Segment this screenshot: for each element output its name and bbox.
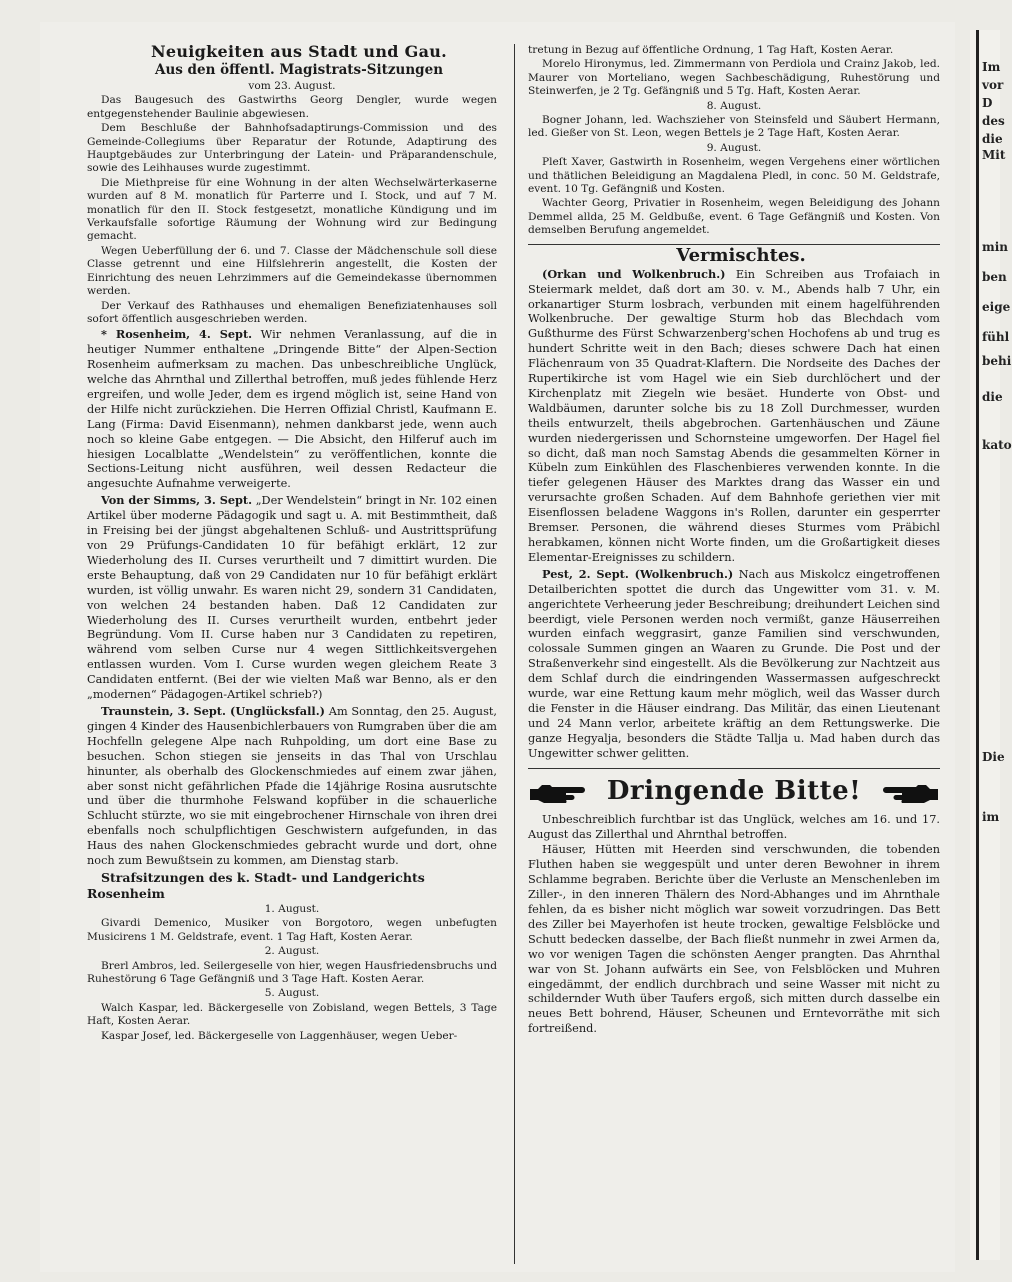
edge-fragment: die	[982, 132, 1003, 146]
left-column	[87, 42, 497, 1044]
article-simms	[87, 493, 497, 703]
article-body: Ein Schreiben aus Trofaiach in Steiermark meldet, daß dort am 30. v. M., Abends halb 7 Uhr, ein orkanartiger Sturm losbrach, verbunden mit einem hagelführenden Wolkenbruche. Der gewaltige Sturm hob das Blechdach vom Gußthurme des Fürst Schwarzenberg'schen Hochofens ab und trug es hundert Schritte weit in den Bach; dieses schwere Dach hat einen Flächenraum von 35 Quadrat-Klaftern. Die Nordseite des Daches der Rupertikirche ist vom Hagel wie ein Sieb durchlöchert und der Kirchenplatz mit Ziegeln wie besäet. Hunderte von Obst- und Waldbäumen, darunter solche bis zu 18 Zoll Durchmesser, wurden theils entwurzelt, theils abgebrochen. Gartenhäuschen und Zäune wurden niedergerissen und Schornsteine umgeworfen. Der Hagel fiel so dicht, daß man noch Samstag Abends die gesammelten Körner in Kübeln zum Einkühlen des Flaschenbieres verwenden konnte. In die tiefer gelegenen Häuser des Marktes drang das Wasser ein und verursachte großen Schaden. Auf dem Bahnhofe geriethen vier mit Eisenflossen beladene Waggons in's Rollen, darunter ein gesperrter Bremser. Personen, die während dieses Sturmes vom Präbichl herabkamen, können nicht Worte finden, um die Großartigkeit dieses Elementar-Ereignisses zu schildern.	[528, 267, 940, 564]
article-traunstein	[87, 704, 497, 869]
date-line: 8. August.	[706, 99, 762, 112]
section-rule	[528, 244, 940, 245]
court-items	[87, 903, 497, 1043]
dateline: Pest, 2. Sept. (Wolkenbruch.)	[542, 566, 734, 581]
dateline: * Rosenheim, 4. Sept.	[101, 327, 253, 342]
edge-fragment: behi	[982, 354, 1012, 368]
edge-fragment: Im	[982, 60, 1001, 74]
edge-fragment: eige	[982, 300, 1011, 314]
page-edge-rule	[976, 30, 979, 1260]
article-storm	[528, 267, 940, 566]
date-line: 1. August.	[264, 902, 320, 915]
court-title: Strafsitzungen des k. Stadt- und Landgerichts Rosenheim	[87, 869, 425, 901]
court-entry: Kaspar Josef, led. Bäckergeselle von Laggenhäuser, wegen Ueber-	[101, 1029, 458, 1042]
appeal-paragraph: Häuser, Hütten mit Heerden sind verschwunden, die tobenden Fluthen haben sie weggespült und unter deren Bewohner in ihrem Schlamme begraben. Berichte über die Verluste an Menschenleben im Ziller-, in den inneren Thälern des Nord-Abhanges und im Ahrnthale fehlen, da es bisher nicht möglich war soweit vorzudringen. Das Bett des Ziller bei Mayerhofen ist heute trocken, gewaltige Felsblöcke und Schutt bedecken dasselbe, der Bach fließt nunmehr in zwei Armen da, wo vor wenigen Tagen die schönsten Aenger prangten. Das Ahrnthal war von St. Johann aufwärts ein See, von Felsblöcken und Muhren eingedämmt, der endlich durchbrach und seine Wasser mit nicht zu schildernder Wuth über Taufers ergoß, sich mitten durch dasselbe ein neues Bett bohrend, Häuser, Scheunen und Erntevorräthe mit sich fortreißend.	[528, 843, 940, 1036]
edge-fragment: die	[982, 390, 1003, 404]
edge-fragment: min	[982, 240, 1008, 254]
court-entry: Bogner Johann, led. Wachszieher von Steinsfeld und Säubert Hermann, led. Gießer von St. Leon, wegen Bettels je 2 Tage Haft, Kosten Aerar.	[528, 114, 940, 140]
court-entry: tretung in Bezug auf öffentliche Ordnung, 1 Tag Haft, Kosten Aerar.	[528, 44, 894, 56]
column-divider	[514, 44, 515, 1264]
paragraph: Dem Beschluße der Bahnhofsadaptirungs-Commission und des Gemeinde-Collegiums über Reparatur der Rotunde, Adaptirung des Hauptgebäudes zur Unterbringung der Latein- und Präparandenschule, sowie des Leihhauses wurde zugestimmt.	[87, 122, 497, 175]
dateline: (Orkan und Wolkenbruch.)	[542, 266, 726, 281]
paragraph: Die Miethpreise für eine Wohnung in der alten Wechselwärterkaserne wurden auf 8 M. monatlich für Parterre und I. Stock, und auf 7 M. monatlich für den II. Stock festgesetzt, monatliche Kündigung und im Verkaufsfalle sofortige Räumung der Wohnung wird zur Bedingung gemacht.	[87, 176, 497, 243]
article-body: Am Sonntag, den 25. August, gingen 4 Kinder des Hausenbichlerbauers von Rumgraben über die am Hochfelln gelegene Alpe nach Ruhpolding, um dort eine Base zu besuchen. Schon stiegen sie jenseits in das Thal von Urschlau hinunter, als oberhalb des Glockenschmiedes auf einem zwar jähen, aber sonst nicht gefährlichen Pfade die 14jährige Rosina ausrutschte und über die thurmhohe Felswand kopfüber in die schauerliche Schlucht stürzte, wo sie mit eingebrochener Hirnschale von ihren drei ebenfalls noch schulpflichtigen Geschwistern aufgefunden, in das Haus des nahen Glockenschmiedes gebracht wurde und dort, ohne noch zum Bewußtsein zu kommen, am Dienstag starb.	[87, 704, 498, 868]
edge-fragment: D	[982, 96, 993, 110]
adjacent-page-edge	[970, 30, 1012, 1260]
section-rule	[528, 768, 940, 769]
appeal-heading	[528, 775, 940, 809]
court-entry: Pleſt Xaver, Gastwirth in Rosenheim, wegen Vergehens einer wörtlichen und thätlichen Beleidigung an Magdalena Pledl, in conc. 50 M. Geldstrafe, event. 10 Tg. Gefängniß und Kosten.	[528, 156, 940, 196]
section-title-local-news: Neuigkeiten aus Stadt und Gau.	[150, 42, 448, 61]
pointing-hand-right-icon	[528, 781, 588, 803]
date-line: 2. August.	[264, 945, 320, 958]
paragraph: Der Verkauf des Rathhauses und ehemaligen Benefiziatenhauses soll sofort öffentlich ausgeschrieben werden.	[87, 299, 497, 325]
edge-fragment: vor	[982, 78, 1004, 92]
right-column	[528, 44, 940, 1038]
article-body: Nach aus Miskolcz eingetroffenen Detailberichten spottet die durch das Ungewitter vom 31. v. M. angerichtete Verheerung jeder Beschreibung; dreihundert Leichen sind beerdigt, viele Personen werden noch vermißt, ganze Häuserreihen wurden einfach weggrasirt, ganze Familien sind verschwunden, colossale Summen gingen an Waaren zu Grunde. Die Post und der Straßenverkehr sind eingestellt. Als die Bevölkerung zur Nachtzeit aus dem Schlaf durch die eindringenden Wassermassen aufgeschreckt wurde, war eine Rettung kaum mehr möglich, weil das Wasser durch die Fenster in die Häuser eindrang. Das Militär, das einen Lieutenant und 24 Mann verlor, arbeitete kräftig an dem Rettungswerke. Die ganze Hegyalja, besonders die Städte Tallja u. Mad haben durch das Ungewitter schwer gelitten.	[528, 567, 940, 760]
pointing-hand-left-icon	[880, 781, 940, 803]
section-title-miscellaneous: Vermischtes.	[676, 244, 806, 266]
date-line: 9. August.	[706, 141, 762, 154]
magistrate-subtitle: Aus den öffentl. Magistrats-Sitzungen	[154, 62, 444, 78]
edge-fragment: Die	[982, 750, 1005, 764]
court-entry: Brerl Ambros, led. Seilergeselle von hier, wegen Hausfriedensbruchs und Ruhestörung 6 Tage Gefängniß und 3 Tage Haft. Kosten Aerar.	[87, 959, 497, 985]
article-pest	[528, 567, 940, 762]
edge-fragment: des	[982, 114, 1005, 128]
edge-fragment: ben	[982, 270, 1007, 284]
edge-fragment: im	[982, 810, 1000, 824]
date-line: 5. August.	[264, 987, 320, 1000]
article-rosenheim	[87, 327, 497, 492]
court-entry: Wachter Georg, Privatier in Rosenheim, wegen Beleidigung des Johann Demmel allda, 25 M. Geldbuße, event. 6 Tage Gefängniß und Kosten. Von demselben Berufung angemeldet.	[528, 197, 940, 237]
magistrate-items	[87, 94, 497, 326]
edge-fragment: kato	[982, 438, 1012, 452]
court-entry: Givardi Demenico, Musiker von Borgotoro, wegen unbefugten Musicirens 1 M. Geldstrafe, event. 1 Tag Haft, Kosten Aerar.	[87, 917, 497, 943]
court-items-continued	[528, 44, 940, 238]
paragraph: Wegen Ueberfüllung der 6. und 7. Classe der Mädchenschule soll diese Classe getrennt und eine Hilfslehrerin angestellt, die Kosten der Einrichtung des neuen Lehrzimmers auf die Gemeindekasse übernommen werden.	[87, 244, 497, 298]
court-entry: Morelo Hironymus, led. Zimmermann von Perdiola und Crainz Jakob, led. Maurer von Morteliano, wegen Sachbeschädigung, Ruhestörung und Steinwerfen, je 2 Tg. Gefängniß und 5 Tg. Haft, Kosten Aerar.	[528, 58, 940, 98]
paragraph: Das Baugesuch des Gastwirths Georg Dengler, wurde wegen entgegenstehender Baulinie abgewiesen.	[87, 94, 497, 120]
article-body: „Der Wendelstein“ bringt in Nr. 102 einen Artikel über moderne Pädagogik und sagt u. A. mit Bestimmtheit, daß in Freising bei der jüngst abgehaltenen Schluß- und Austrittsprüfung von 29 Prüfungs-Candidaten 10 für befähigt erklärt, 12 zur Wiederholung des II. Curses verurtheilt und 7 dimittirt wurden. Die erste Behauptung, daß von 29 Candidaten nur 10 für befähigt erklärt wurden, ist völlig unwahr. Es waren nicht 29, sondern 31 Candidaten, von welchen 24 bestanden haben. Daß 12 Candidaten zur Wiederholung des II. Curses verurtheilt wurden, entbehrt jeder Begründung. Vom II. Curse haben nur 3 Candidaten zu repetiren, während vom selben Curse nur 4 wegen Sittlichkeitsvergehen entlassen wurden. Vom I. Curse wurden wegen gleichem Reate 3 Candidaten entfernt. (Bei der wie vielten Maß war Benno, als er den „modernen“ Pädagogen-Artikel schrieb?)	[87, 494, 498, 702]
dateline: Von der Simms, 3. Sept.	[101, 493, 253, 508]
edge-fragment: fühl	[982, 330, 1010, 344]
court-entry: Walch Kaspar, led. Bäckergeselle von Zobisland, wegen Bettels, 3 Tage Haft, Kosten Aerar.	[87, 1001, 497, 1028]
appeal-paragraph: Unbeschreiblich furchtbar ist das Unglück, welches am 16. und 17. August das Zillerthal und Ahrnthal betroffen.	[528, 812, 940, 841]
newspaper-page	[40, 22, 955, 1272]
dateline: Traunstein, 3. Sept. (Unglücksfall.)	[101, 703, 325, 718]
appeal-title: Dringende Bitte!	[606, 776, 862, 807]
date-line: vom 23. August.	[248, 80, 336, 92]
edge-fragment: Mit	[982, 148, 1006, 162]
article-body: Wir nehmen Veranlassung, auf die in heutiger Nummer enthaltene „Dringende Bitte“ der Alpen-Section Rosenheim aufmerksam zu machen. Das unbeschreibliche Unglück, welche das Ahrnthal und Zillerthal betroffen, muß jedes fühlende Herz ergreifen, und wolle Jeder, dem es irgend möglich ist, seine Hand von der Hilfe nicht zurückziehen. Die Herren Offizial Christl, Kaufmann E. Lang (Firma: David Eisenmann), nehmen dankbarst jede, wenn auch noch so kleine Gabe entgegen. — Die Absicht, den Hilferuf auch im hiesigen Localblatte „Wendelstein“ zu veröffentlichen, konnte die Sections-Leitung nicht ausführen, weil dessen Redacteur die angesuchte Aufnahme verweigerte.	[87, 328, 497, 491]
